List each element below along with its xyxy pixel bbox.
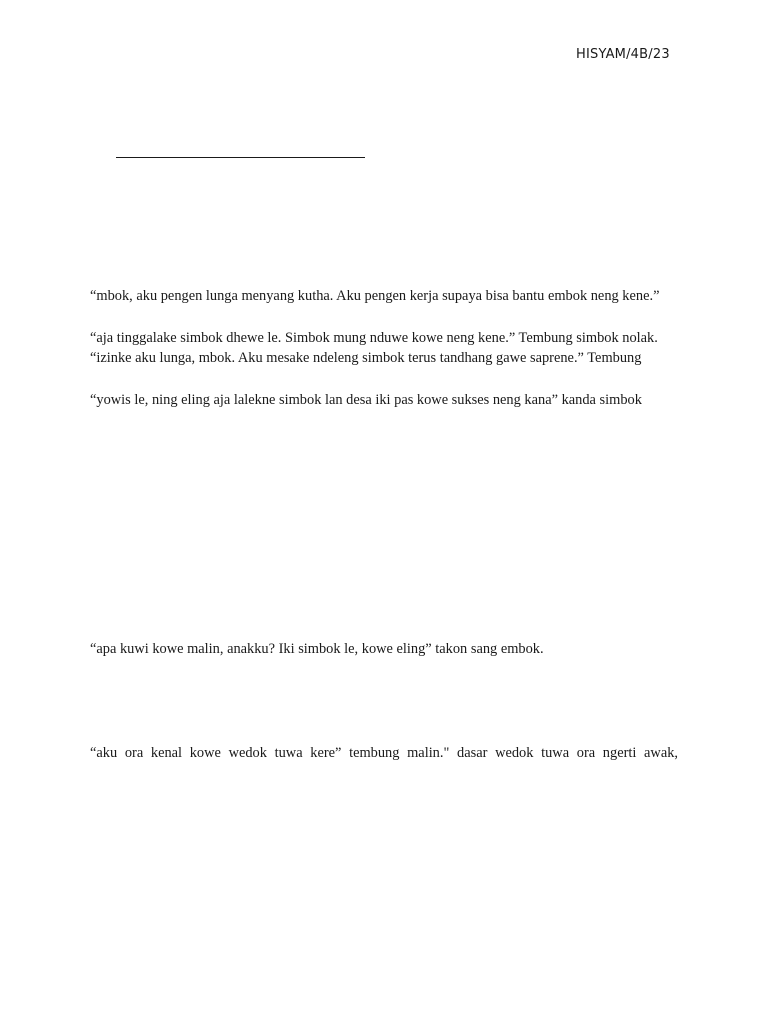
dialogue-line: “izinke aku lunga, mbok. Aku mesake ndeleng simbok terus tandhang gawe saprene.” Tembung bbox=[90, 350, 642, 366]
title-blank-line bbox=[116, 157, 365, 158]
document-code: HISYAM/4B/23 bbox=[576, 47, 670, 62]
dialogue-line: “aja tinggalake simbok dhewe le. Simbok mung nduwe kowe neng kene.” Tembung simbok nolak. bbox=[90, 330, 658, 346]
dialogue-line: “aku ora kenal kowe wedok tuwa kere” tembung malin." dasar wedok tuwa ora ngerti awak, bbox=[90, 745, 678, 761]
dialogue-line: “apa kuwi kowe malin, anakku? Iki simbok le, kowe eling” takon sang embok. bbox=[90, 641, 544, 657]
dialogue-line: “yowis le, ning eling aja lalekne simbok lan desa iki pas kowe sukses neng kana” kanda simbok bbox=[90, 392, 642, 408]
dialogue-line: “mbok, aku pengen lunga menyang kutha. Aku pengen kerja supaya bisa bantu embok neng kene.” bbox=[90, 288, 660, 304]
